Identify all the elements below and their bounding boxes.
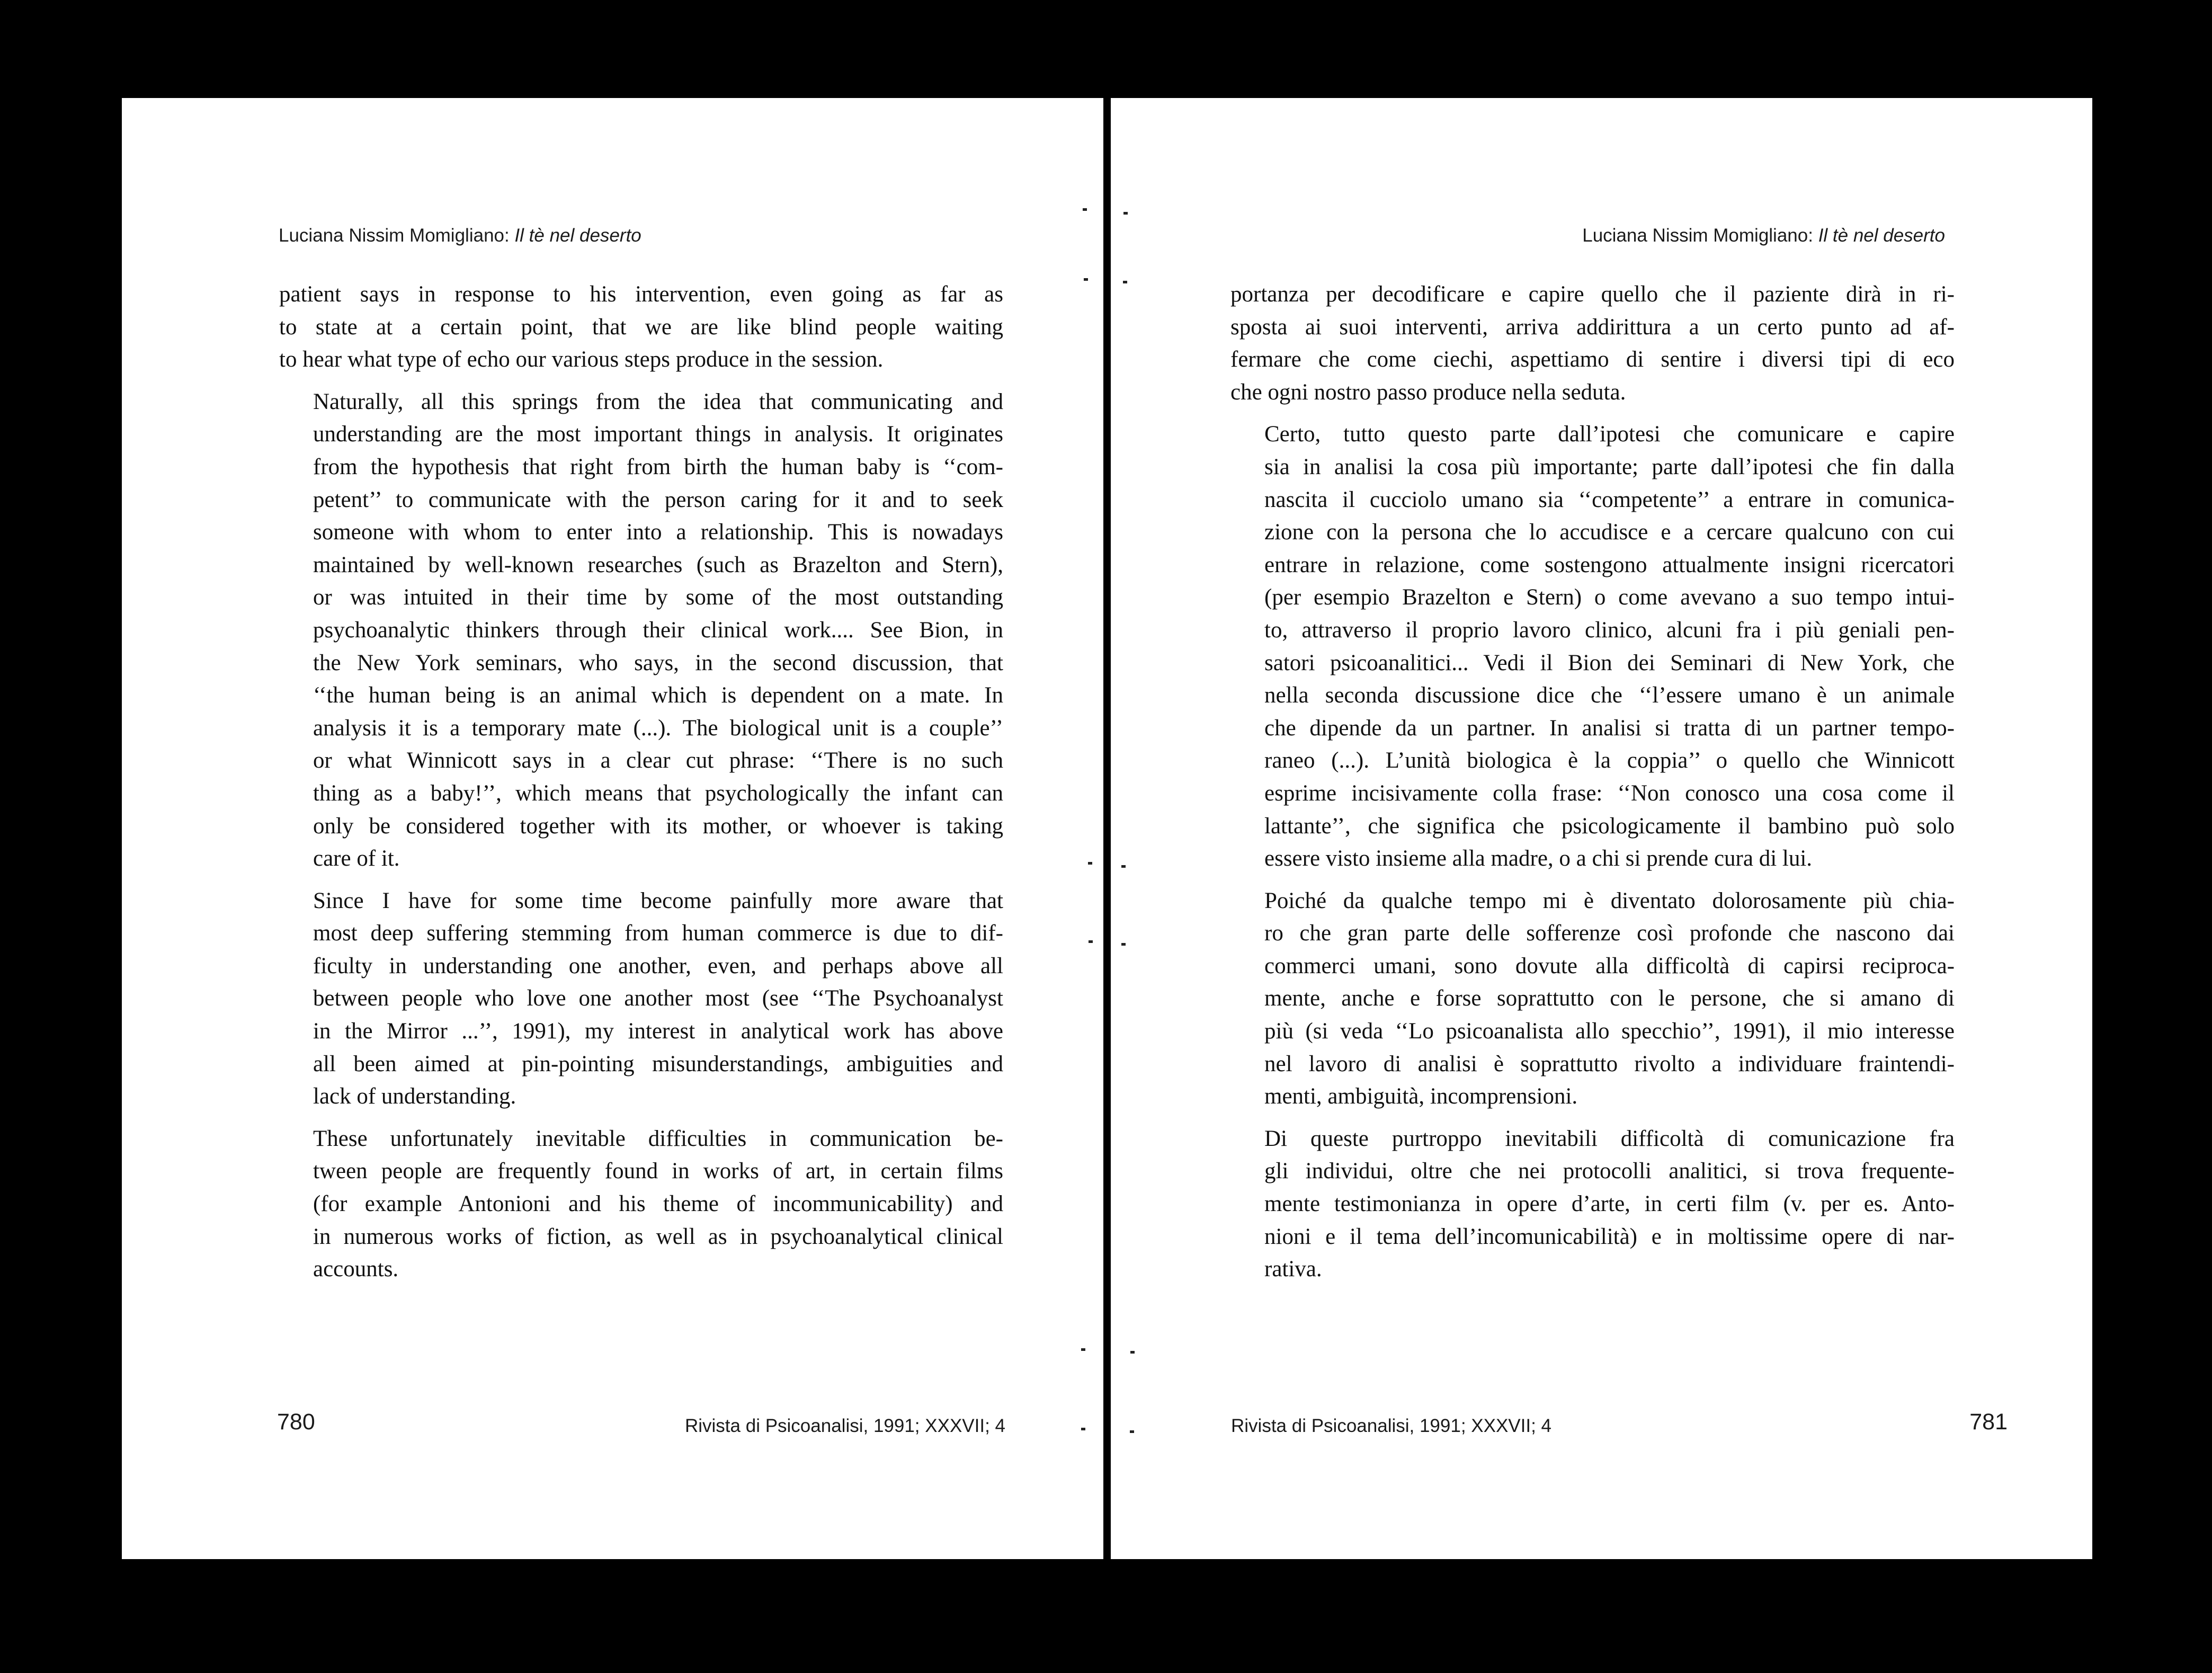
text-line: Poiché da qualche tempo mi è diventato dolorosamente più chia-	[1264, 888, 1955, 913]
text-line: These unfortunately inevitable difficulties in communication be-	[313, 1126, 1003, 1151]
gutter-mark	[1121, 865, 1126, 868]
text-line: raneo (...). L’unità biologica è la coppia’’ o quello che Winnicott	[1264, 748, 1955, 773]
text-line: or what Winnicott says in a clear cut phrase: ‘‘There is no such	[313, 748, 1003, 773]
text-line: psychoanalytic thinkers through their clinical work.... See Bion, in	[313, 617, 1003, 643]
journal-citation: Rivista di Psicoanalisi, 1991; XXXVII; 4	[1231, 1416, 1552, 1436]
text-line: lattante’’, che significa che psicologicamente il bambino può solo	[1264, 813, 1955, 839]
gutter-mark	[1084, 278, 1088, 281]
gutter-mark	[1088, 862, 1092, 865]
text-line: in the Mirror ...’’, 1991), my interest in analytical work has above	[313, 1019, 1003, 1044]
text-line: between people who love one another most (see ‘‘The Psychoanalyst	[313, 986, 1003, 1011]
text-line: menti, ambiguità, incomprensioni.	[1264, 1084, 1578, 1109]
gutter-mark	[1083, 208, 1087, 211]
text-line: mente, anche e forse soprattutto con le persone, che si amano di	[1264, 986, 1955, 1011]
text-line: portanza per decodificare e capire quello che il paziente dirà in ri-	[1230, 282, 1955, 307]
gutter-mark	[1130, 1351, 1135, 1354]
text-line: Since I have for some time become painfully more aware that	[313, 888, 1003, 913]
text-line: (for example Antonioni and his theme of incommunicability) and	[313, 1191, 1003, 1217]
text-line: nel lavoro di analisi è soprattutto rivolto a individuare fraintendi-	[1264, 1051, 1955, 1076]
text-line: esprime incisivamente colla frase: ‘‘Non conosco una cosa come il	[1264, 780, 1955, 806]
text-line: petent’’ to communicate with the person caring for it and to seek	[313, 487, 1003, 512]
text-line: nella seconda discussione dice che ‘‘l’essere umano è un animale	[1264, 683, 1955, 708]
text-line: essere visto insieme alla madre, o a chi si prende cura di lui.	[1264, 846, 1813, 871]
text-line: Certo, tutto questo parte dall’ipotesi che comunicare e capire	[1264, 422, 1955, 447]
running-head-author: Luciana Nissim Momigliano:	[279, 225, 515, 246]
text-line: nascita il cucciolo umano sia ‘‘competente’’ a entrare in comunica-	[1264, 487, 1955, 512]
paragraph	[1230, 418, 1955, 875]
text-line: tween people are frequently found in works of art, in certain films	[313, 1159, 1003, 1184]
text-line: maintained by well-known researches (such as Brazelton and Stern),	[313, 552, 1003, 577]
paragraph	[279, 1123, 1003, 1286]
running-head	[1582, 225, 1945, 246]
paragraph	[1230, 1123, 1955, 1286]
text-line: someone with whom to enter into a relationship. This is nowadays	[313, 520, 1003, 545]
page-number: 781	[1969, 1409, 2008, 1435]
body-text	[279, 278, 1003, 1295]
text-line: or was intuited in their time by some of the most outstanding	[313, 585, 1003, 610]
text-line: thing as a baby!’’, which means that psychologically the infant can	[313, 780, 1003, 806]
text-line: to state at a certain point, that we are like blind people waiting	[279, 314, 1003, 340]
text-line: in numerous works of fiction, as well as in psychoanalytical clinical	[313, 1224, 1003, 1249]
text-line: care of it.	[313, 846, 400, 871]
running-head-author: Luciana Nissim Momigliano:	[1582, 225, 1818, 246]
text-line: satori psicoanalitici... Vedi il Bion dei Seminari di New York, che	[1264, 650, 1955, 675]
text-line: ‘‘the human being is an animal which is dependent on a mate. In	[313, 683, 1003, 708]
text-line: accounts.	[313, 1257, 399, 1282]
running-head-title: Il tè nel deserto	[1818, 225, 1945, 246]
text-line: analysis it is a temporary mate (...). The biological unit is a couple’’	[313, 715, 1003, 741]
gutter-mark	[1081, 1348, 1085, 1351]
paragraph	[279, 885, 1003, 1113]
journal-citation: Rivista di Psicoanalisi, 1991; XXXVII; 4	[684, 1416, 1005, 1436]
text-line: lack of understanding.	[313, 1084, 516, 1109]
paragraph	[1230, 885, 1955, 1113]
right-page	[1111, 98, 2092, 1559]
paragraph	[279, 278, 1003, 376]
text-line: zione con la persona che lo accudisce e a cercare qualcuno con cui	[1264, 520, 1955, 545]
running-head-title: Il tè nel deserto	[514, 225, 641, 246]
text-line: fermare che come ciechi, aspettiamo di sentire i diversi tipi di eco	[1230, 347, 1955, 372]
text-line: Naturally, all this springs from the idea that communicating and	[313, 389, 1003, 414]
paragraph	[1230, 278, 1955, 408]
text-line: nioni e il tema dell’incomunicabilità) e in moltissime opere di nar-	[1264, 1224, 1955, 1249]
text-line: to hear what type of echo our various steps produce in the session.	[279, 347, 884, 372]
text-line: patient says in response to his intervention, even going as far as	[279, 282, 1003, 307]
text-line: entrare in relazione, come sostengono attualmente insigni ricercatori	[1264, 552, 1955, 577]
text-line: gli individui, oltre che nei protocolli analitici, si trova frequente-	[1264, 1159, 1955, 1184]
text-line: mente testimonianza in opere d’arte, in certi film (v. per es. Anto-	[1264, 1191, 1955, 1217]
text-line: only be considered together with its mother, or whoever is taking	[313, 813, 1003, 839]
text-line: most deep suffering stemming from human commerce is due to dif-	[313, 921, 1003, 946]
text-line: sposta ai suoi interventi, arriva addirittura a un certo punto ad af-	[1230, 314, 1955, 340]
page-number: 780	[277, 1409, 315, 1435]
gutter-mark	[1121, 943, 1126, 946]
text-line: to, attraverso il proprio lavoro clinico, alcuni fra i più geniali pen-	[1264, 617, 1955, 643]
text-line: che dipende da un partner. In analisi si tratta di un partner tempo-	[1264, 715, 1955, 741]
gutter-mark	[1081, 1428, 1085, 1430]
gutter-mark	[1123, 281, 1127, 283]
running-head	[279, 225, 641, 246]
text-line: all been aimed at pin-pointing misunderstandings, ambiguities and	[313, 1051, 1003, 1076]
text-line: ficulty in understanding one another, even, and perhaps above all	[313, 953, 1003, 978]
text-line: rativa.	[1264, 1257, 1322, 1282]
text-line: Di queste purtroppo inevitabili difficoltà di comunicazione fra	[1264, 1126, 1955, 1151]
text-line: understanding are the most important things in analysis. It originates	[313, 422, 1003, 447]
text-line: più (si veda ‘‘Lo psicoanalista allo specchio’’, 1991), il mio interesse	[1264, 1019, 1955, 1044]
gutter-mark	[1123, 212, 1128, 215]
text-line: (per esempio Brazelton e Stern) o come avevano a suo tempo intui-	[1264, 585, 1955, 610]
gutter-mark	[1089, 940, 1093, 943]
text-line: from the hypothesis that right from birth the human baby is ‘‘com-	[313, 454, 1003, 479]
paragraph	[279, 386, 1003, 875]
left-page	[122, 98, 1103, 1559]
text-line: the New York seminars, who says, in the second discussion, that	[313, 650, 1003, 675]
text-line: commerci umani, sono dovute alla difficoltà di capirsi reciproca-	[1264, 953, 1955, 978]
gutter-mark	[1130, 1430, 1134, 1433]
body-text	[1230, 278, 1955, 1295]
text-line: sia in analisi la cosa più importante; parte dall’ipotesi che fin dalla	[1264, 454, 1955, 479]
text-line: che ogni nostro passo produce nella seduta.	[1230, 379, 1626, 405]
text-line: ro che gran parte delle sofferenze così profonde che nascono dai	[1264, 921, 1955, 946]
